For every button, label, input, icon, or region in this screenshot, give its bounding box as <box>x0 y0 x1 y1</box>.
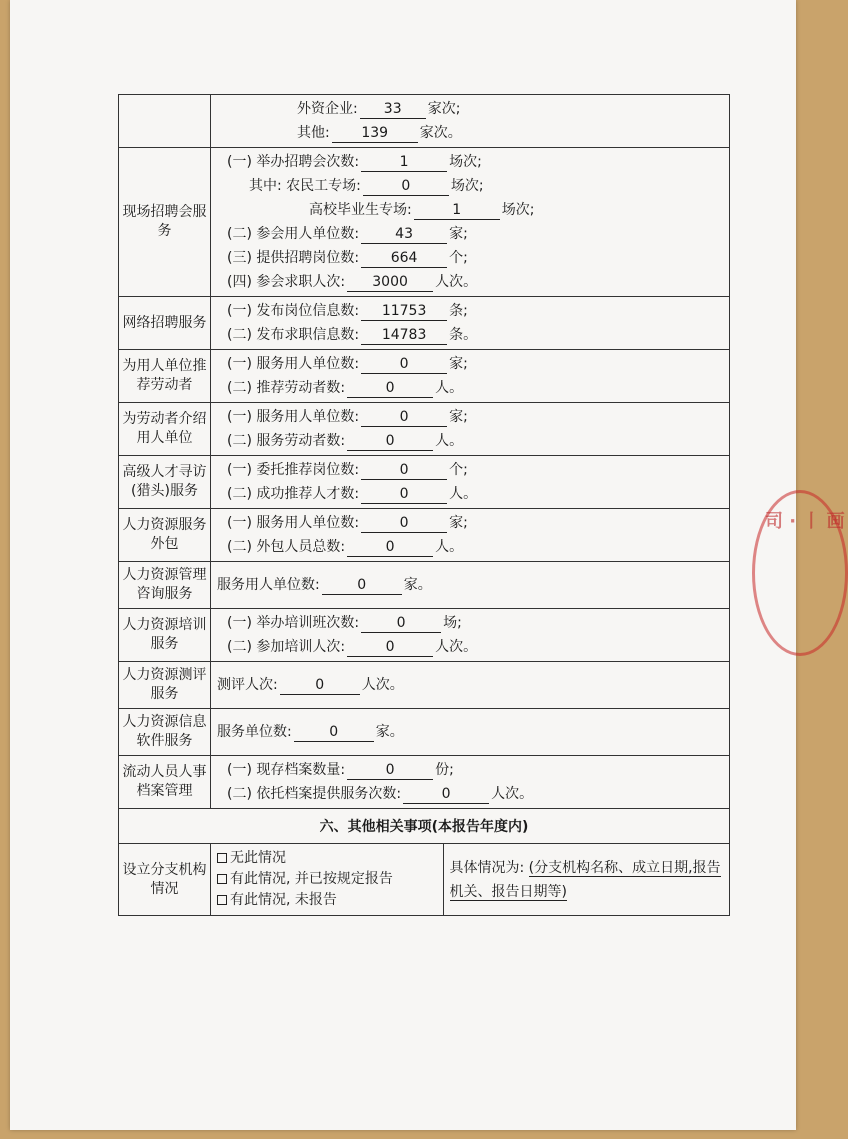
branch-subtable <box>211 844 729 915</box>
value-assessments: 0 <box>280 676 360 695</box>
value-employers-attending: 43 <box>361 225 447 244</box>
value-archives-count: 0 <box>347 761 433 780</box>
value-talent-placed: 0 <box>361 485 447 504</box>
value-job-postings: 11753 <box>361 302 447 321</box>
table-row <box>119 756 730 809</box>
value-outsourcing-employers: 0 <box>361 514 447 533</box>
detail-value: (分支机构名称、成立日期,报告机关、报告日期等) <box>449 859 721 900</box>
table-row <box>119 709 730 756</box>
line-graduate-fairs: 高校毕业生专场: 1 场次; <box>309 202 535 218</box>
category-outsourcing: 人力资源服务外包 <box>119 509 211 562</box>
seal-text: 司 · 丨 画 <box>765 511 845 532</box>
table-row <box>119 562 730 609</box>
value-fairs-held: 1 <box>361 153 447 172</box>
line-migrant-fairs: 其中: 农民工专场: 0 场次; <box>249 178 484 194</box>
line-entrusted-positions: (一) 委托推荐岗位数: 0 个; <box>227 462 468 478</box>
line-employers-served-2: (一) 服务用人单位数: 0 家; <box>227 409 468 425</box>
category-headhunting: 高级人才寻访(猎头)服务 <box>119 456 211 509</box>
section-heading: 六、其他相关事项(本报告年度内) <box>119 809 730 844</box>
value-outsourced-staff: 0 <box>347 538 433 557</box>
line-fairs-held: (一) 举办招聘会次数: 1 场次; <box>227 154 482 170</box>
line-training-attendees: (二) 参加培训人次: 0 人次。 <box>227 639 478 655</box>
value-foreign: 33 <box>360 100 426 119</box>
value-job-seekers: 3000 <box>347 273 433 292</box>
option-none[interactable]: 无此情况 <box>217 848 437 869</box>
table-row <box>119 297 730 350</box>
line-talent-placed: (二) 成功推荐人才数: 0 人。 <box>227 486 478 502</box>
table-row <box>119 609 730 662</box>
table-row <box>119 509 730 562</box>
value-entrusted-positions: 0 <box>361 461 447 480</box>
value-migrant-fairs: 0 <box>363 177 449 196</box>
line-seeker-postings: (二) 发布求职信息数: 14783 条。 <box>227 327 478 343</box>
checkbox-icon[interactable] <box>217 874 227 884</box>
line-consulting-employers: 服务用人单位数: 0 家。 <box>217 577 432 593</box>
table-row <box>119 95 730 148</box>
value-workers-served: 0 <box>347 432 433 451</box>
line-training-sessions: (一) 举办培训班次数: 0 场; <box>227 615 462 631</box>
official-seal <box>752 490 848 656</box>
report-table <box>118 94 730 916</box>
value-consulting-employers: 0 <box>322 576 402 595</box>
line-job-seekers: (四) 参会求职人次: 3000 人次。 <box>227 274 478 290</box>
line-workers-recommended: (二) 推荐劳动者数: 0 人。 <box>227 380 464 396</box>
category-archives: 流动人员人事档案管理 <box>119 756 211 809</box>
value-archive-services: 0 <box>403 785 489 804</box>
line-assessments: 测评人次: 0 人次。 <box>217 677 404 693</box>
table-row <box>119 456 730 509</box>
category-recommend-workers: 为用人单位推荐劳动者 <box>119 350 211 403</box>
category-branch: 设立分支机构情况 <box>119 844 211 916</box>
checkbox-icon[interactable] <box>217 853 227 863</box>
line-employers-attending: (二) 参会用人单位数: 43 家; <box>227 226 468 242</box>
line-workers-served: (二) 服务劳动者数: 0 人。 <box>227 433 464 449</box>
line-outsourced-staff: (二) 外包人员总数: 0 人。 <box>227 539 464 555</box>
line-outsourcing-employers: (一) 服务用人单位数: 0 家; <box>227 515 468 531</box>
line-archive-services: (二) 依托档案提供服务次数: 0 人次。 <box>227 786 534 802</box>
table-row <box>119 350 730 403</box>
line-employers-served: (一) 服务用人单位数: 0 家; <box>227 356 468 372</box>
document-page <box>10 0 796 1130</box>
category-introduce-employers: 为劳动者介绍用人单位 <box>119 403 211 456</box>
category-job-fair: 现场招聘会服务 <box>119 148 211 297</box>
option-not-reported[interactable]: 有此情况, 未报告 <box>217 890 437 911</box>
table-row <box>119 662 730 709</box>
value-training-sessions: 0 <box>361 614 441 633</box>
value-training-attendees: 0 <box>347 638 433 657</box>
value-software-units: 0 <box>294 723 374 742</box>
value-seeker-postings: 14783 <box>361 326 447 345</box>
category-cell-empty <box>119 95 211 148</box>
value-positions-offered: 664 <box>361 249 447 268</box>
category-online-recruitment: 网络招聘服务 <box>119 297 211 350</box>
value-employers-served-2: 0 <box>361 408 447 427</box>
checkbox-icon[interactable] <box>217 895 227 905</box>
detail-label: 具体情况为: <box>449 859 525 876</box>
option-reported[interactable]: 有此情况, 并已按规定报告 <box>217 869 437 890</box>
value-graduate-fairs: 1 <box>414 201 500 220</box>
line-archives-count: (一) 现存档案数量: 0 份; <box>227 762 454 778</box>
value-employers-served: 0 <box>361 355 447 374</box>
line-other: 其他: 139 家次。 <box>297 125 462 141</box>
branch-options <box>211 844 443 915</box>
value-workers-recommended: 0 <box>347 379 433 398</box>
table-row <box>119 403 730 456</box>
table-row <box>119 809 730 844</box>
line-foreign-enterprise: 外资企业: 33 家次; <box>297 101 461 117</box>
line-positions-offered: (三) 提供招聘岗位数: 664 个; <box>227 250 468 266</box>
category-software: 人力资源信息软件服务 <box>119 709 211 756</box>
line-software-units: 服务单位数: 0 家。 <box>217 724 404 740</box>
value-other: 139 <box>332 124 418 143</box>
category-assessment: 人力资源测评服务 <box>119 662 211 709</box>
line-job-postings: (一) 发布岗位信息数: 11753 条; <box>227 303 468 319</box>
table-row <box>119 844 730 916</box>
branch-detail <box>443 844 729 915</box>
table-row <box>119 148 730 297</box>
category-training: 人力资源培训服务 <box>119 609 211 662</box>
category-consulting: 人力资源管理咨询服务 <box>119 562 211 609</box>
